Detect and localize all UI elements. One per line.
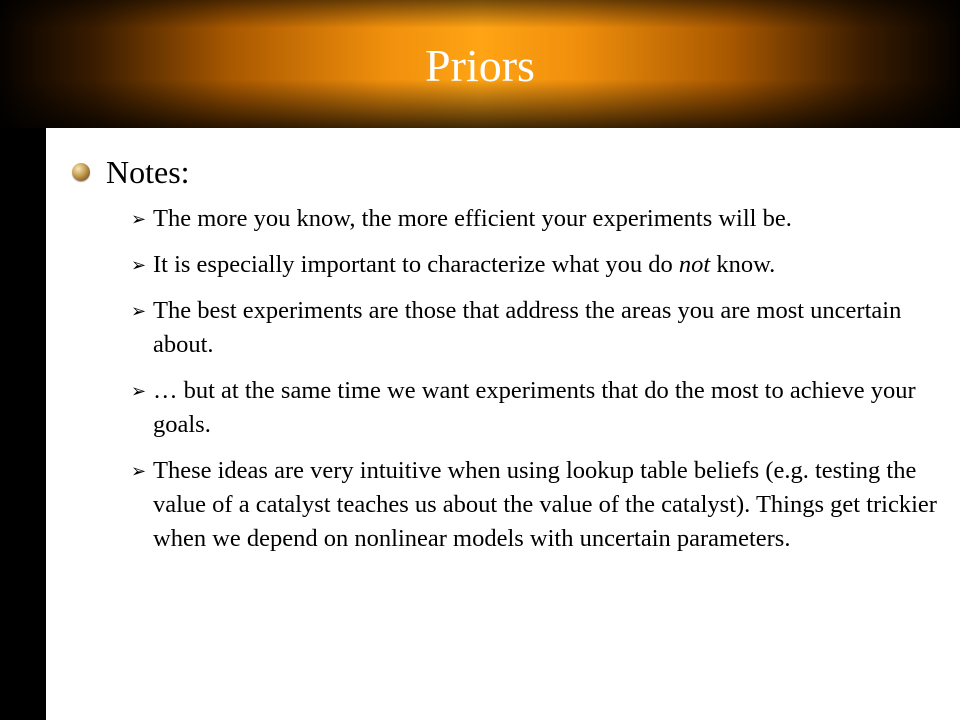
- list-item-text-before: It is especially important to characterize what you do: [153, 251, 679, 278]
- list-item-text: [153, 248, 942, 282]
- slide-title: Priors: [425, 40, 535, 91]
- arrowhead-bullet-icon: ➢: [131, 381, 147, 401]
- arrowhead-bullet-icon: ➢: [131, 209, 147, 229]
- arrowhead-bullet-icon: ➢: [131, 255, 147, 275]
- list-item: [132, 248, 942, 282]
- list-item-emphasis: not: [678, 251, 711, 278]
- arrowhead-bullet-icon: ➢: [131, 461, 147, 481]
- list-item: [132, 454, 942, 556]
- content-panel: [46, 128, 960, 720]
- list-item-text-after: know.: [710, 251, 776, 278]
- list-item: [132, 294, 942, 362]
- list-item: [132, 374, 942, 442]
- orb-bullet-icon: [72, 163, 90, 181]
- section-heading-row: [72, 152, 190, 192]
- list-item-text: The more you know, the more efficient your experiments will be.: [153, 205, 792, 232]
- notes-list: [132, 202, 942, 568]
- list-item: [132, 202, 942, 236]
- list-item-text: … but at the same time we want experiments that do the most to achieve your goals.: [153, 377, 916, 438]
- list-item-text: These ideas are very intuitive when using lookup table beliefs (e.g. testing the value of a catalyst teaches us about the value of the catalyst). Things get trickier when we depend on nonlinear models with uncertain parameters.: [153, 457, 937, 552]
- title-bar: [0, 0, 960, 128]
- list-item-text: The best experiments are those that address the areas you are most uncertain about.: [153, 297, 902, 358]
- section-heading: Notes:: [106, 154, 190, 190]
- arrowhead-bullet-icon: ➢: [131, 301, 147, 321]
